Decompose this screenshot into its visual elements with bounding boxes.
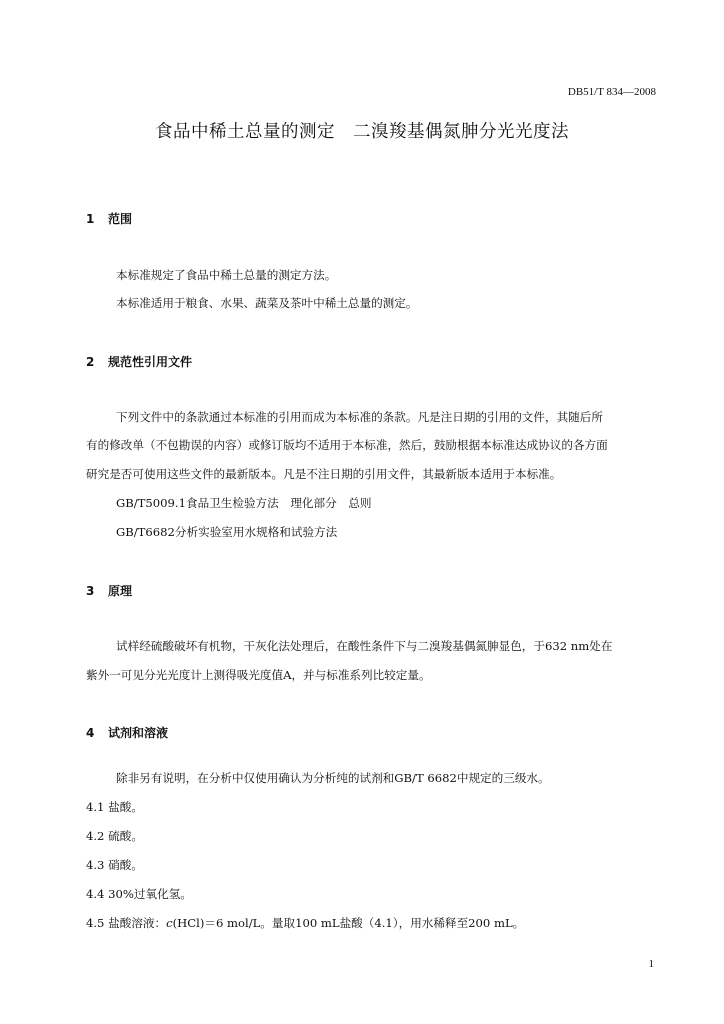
item-text: 30%过氧化氢。: [108, 887, 192, 901]
item-text: 硝酸。: [108, 858, 143, 872]
item-text: 硫酸。: [108, 829, 143, 843]
reference-item: GB/T6682分析实验室用水规格和试验方法: [116, 525, 338, 539]
document-title: 食品中稀土总量的测定 二溴羧基偶氮胂分光光度法: [155, 122, 569, 142]
item-number: 4.2: [86, 829, 105, 843]
paragraph-line: 下列文件中的条款通过本标准的引用而成为本标准的条款。凡是注日期的引用的文件，其随后所: [116, 410, 603, 424]
section-4-heading: [86, 724, 168, 741]
section-number: 4: [86, 726, 95, 740]
list-item: [86, 915, 524, 931]
section-2-heading: [86, 353, 192, 370]
list-item: [86, 857, 143, 873]
item-number: 4.5: [86, 916, 105, 930]
standard-code: DB51/T 834—2008: [567, 86, 656, 98]
item-text: 盐酸溶液：: [108, 916, 167, 930]
list-item: [86, 799, 143, 815]
section-title: 原理: [108, 584, 133, 598]
item-text: (HCl)＝6 mol/L。量取100 mL盐酸（4.1），用水稀释至200 mL。: [172, 916, 525, 930]
item-text: 盐酸。: [108, 800, 143, 814]
paragraph-line: 研究是否可使用这些文件的最新版本。凡是不注日期的引用文件，其最新版本适用于本标准。: [86, 467, 562, 481]
paragraph: 本标准规定了食品中稀土总量的测定方法。: [116, 268, 337, 282]
list-item: [86, 828, 143, 844]
paragraph-line: 试样经硫酸破坏有机物，干灰化法处理后，在酸性条件下与二溴羧基偶氮胂显色，于632 nm处在: [116, 639, 613, 653]
page-number: 1: [648, 958, 654, 970]
item-number: 4.1: [86, 800, 105, 814]
section-number: 1: [86, 212, 95, 226]
section-title: 范围: [108, 212, 133, 226]
paragraph-line: 有的修改单（不包勘误的内容）或修订版均不适用于本标准，然后，鼓励根据本标准达成协议的各方面: [86, 438, 608, 452]
item-symbol: c: [166, 916, 173, 930]
item-number: 4.4: [86, 887, 105, 901]
section-title: 规范性引用文件: [108, 355, 193, 369]
section-number: 2: [86, 355, 95, 369]
reference-item: GB/T5009.1食品卫生检验方法 理化部分 总则: [116, 496, 372, 510]
list-item: [86, 886, 192, 902]
section-title: 试剂和溶液: [108, 726, 169, 740]
paragraph: 除非另有说明，在分析中仅使用确认为分析纯的试剂和GB/T 6682中规定的三级水。: [116, 771, 550, 785]
paragraph-line: 紫外一可见分光光度计上测得吸光度值A，并与标准系列比较定量。: [86, 668, 431, 682]
item-number: 4.3: [86, 858, 105, 872]
section-number: 3: [86, 584, 95, 598]
section-3-heading: [86, 582, 132, 599]
section-1-heading: [86, 210, 132, 227]
paragraph: 本标准适用于粮食、水果、蔬菜及茶叶中稀土总量的测定。: [116, 296, 418, 310]
